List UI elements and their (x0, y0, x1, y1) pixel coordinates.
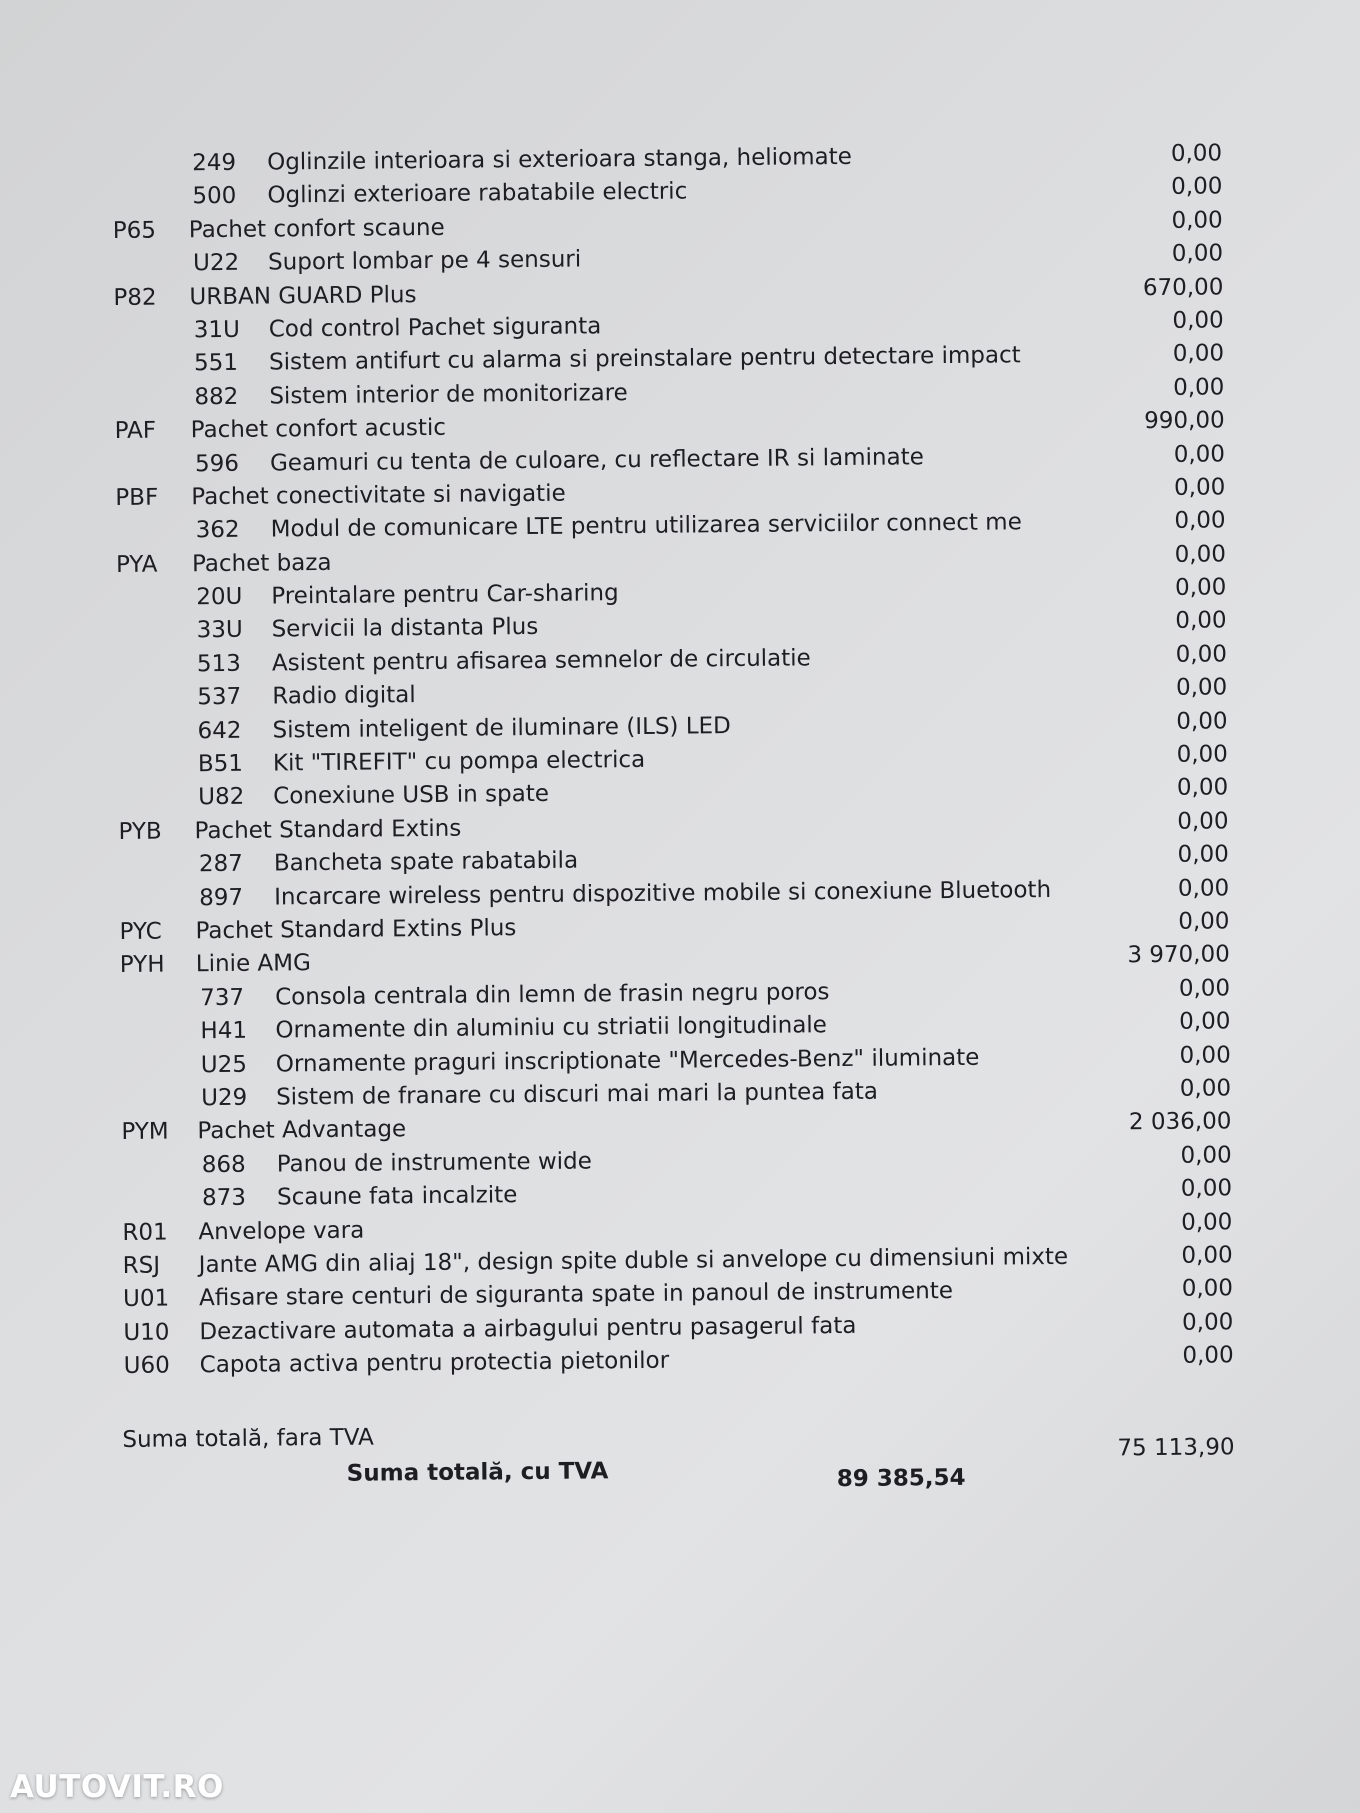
option-description: URBAN GUARD Plus (189, 281, 417, 310)
option-code: U29 (200, 1084, 248, 1112)
option-price: 2 036,00 (1128, 1108, 1232, 1136)
option-description: Panou de instrumente wide (276, 1148, 592, 1178)
totals-section (124, 1372, 1235, 1503)
option-price: 0,00 (1175, 641, 1228, 668)
option-price: 0,00 (1179, 1008, 1231, 1035)
option-price: 0,00 (1181, 1308, 1234, 1336)
option-price: 670,00 (1142, 273, 1224, 301)
option-description: Sistem interior de monitorizare (269, 379, 628, 410)
option-price: 0,00 (1177, 808, 1229, 835)
option-price: 0,00 (1182, 1342, 1234, 1369)
option-price: 0,00 (1179, 1041, 1231, 1069)
option-code: 537 (197, 684, 242, 711)
option-price: 990,00 (1144, 407, 1225, 435)
option-code: 500 (192, 183, 237, 210)
option-price: 0,00 (1173, 374, 1225, 401)
option-description: Incarcare wireless pentru dispozitive mobile si conexiune Bluetooth (274, 876, 1052, 911)
option-code: 873 (201, 1184, 247, 1212)
option-description: Ornamente din aluminiu cu striatii longitudinale (275, 1012, 828, 1044)
option-code: U22 (192, 249, 240, 277)
option-price: 0,00 (1176, 741, 1228, 768)
option-description: Modul de comunicare LTE pentru utilizarea serviciilor connect me (270, 509, 1022, 543)
option-code: 513 (196, 650, 241, 678)
option-price: 0,00 (1174, 574, 1227, 601)
option-price: 0,00 (1171, 173, 1223, 201)
package-code: RSJ (122, 1252, 161, 1279)
option-price: 0,00 (1181, 1275, 1234, 1303)
option-price: 0,00 (1181, 1208, 1233, 1236)
option-description: Asistent pentru afisarea semnelor de circulatie (271, 645, 811, 677)
option-price: 0,00 (1172, 307, 1224, 334)
option-description: Ornamente praguri inscriptionate "Mercedes-Benz" iluminate (275, 1044, 980, 1078)
option-description: Sistem de franare cu discuri mai mari la puntea fata (275, 1078, 879, 1111)
option-price: 0,00 (1176, 774, 1229, 802)
package-code: U01 (122, 1285, 170, 1313)
option-description: Scaune fata incalzite (276, 1182, 518, 1211)
option-description: Pachet Standard Extins Plus (195, 915, 517, 945)
option-description: Geamuri cu tenta de culoare, cu reflectare IR si laminate (269, 443, 924, 477)
package-code: PYB (118, 818, 162, 845)
option-description: Linie AMG (195, 950, 312, 978)
package-code: PBF (115, 484, 159, 511)
option-price: 0,00 (1180, 1175, 1233, 1202)
option-code: B51 (197, 750, 244, 778)
option-description: Suport lombar pe 4 sensuri (267, 246, 582, 276)
option-code: 249 (192, 149, 237, 177)
total-without-vat-value: 75 113,90 (1117, 1434, 1235, 1462)
option-description: Radio digital (272, 682, 416, 710)
option-description: Pachet conectivitate si navigatie (191, 480, 566, 511)
option-code: H41 (200, 1017, 248, 1045)
option-description: Cod control Pachet siguranta (268, 313, 602, 343)
option-description: Oglinzi exterioare rabatabile electric (267, 178, 688, 209)
option-price: 0,00 (1174, 541, 1227, 568)
option-code: 33U (196, 617, 243, 644)
option-price: 0,00 (1173, 474, 1226, 501)
option-description: Consola centrala din lemn de frasin negru poros (275, 978, 830, 1011)
option-price: 0,00 (1178, 908, 1230, 935)
total-with-vat-label: Suma totală, cu TVA (346, 1458, 609, 1487)
option-code: 737 (200, 984, 245, 1011)
option-description: Jante AMG din aliaj 18", design spite duble si anvelope cu dimensiuni mixte (198, 1243, 1069, 1279)
package-code: U60 (123, 1352, 170, 1380)
option-description: Pachet Advantage (197, 1116, 407, 1145)
option-price: 0,00 (1175, 674, 1228, 702)
option-price: 0,00 (1180, 1142, 1232, 1169)
option-description: Capota activa pentru protectia pietonilor (199, 1347, 670, 1379)
option-code: 596 (194, 450, 240, 477)
option-description: Pachet confort scaune (188, 214, 445, 244)
option-code: 551 (193, 350, 239, 377)
option-code: 362 (195, 517, 240, 544)
option-description: Kit "TIREFIT" cu pompa electrica (272, 746, 646, 777)
option-code: U82 (198, 784, 245, 811)
package-code: P65 (112, 217, 157, 244)
option-code: 20U (196, 583, 243, 611)
option-code: 31U (193, 316, 240, 344)
option-price: 0,00 (1173, 440, 1226, 468)
option-description: Pachet Standard Extins (194, 815, 462, 845)
option-price: 0,00 (1177, 874, 1230, 902)
total-with-vat-value: 89 385,54 (836, 1464, 966, 1493)
option-description: Conexiune USB in spate (273, 781, 550, 810)
option-description: Bancheta spate rabatabila (273, 847, 579, 877)
option-price: 0,00 (1181, 1242, 1233, 1269)
package-code: R01 (122, 1219, 168, 1246)
option-price: 0,00 (1177, 841, 1229, 869)
option-price: 0,00 (1179, 1075, 1232, 1102)
package-code: PAF (114, 417, 157, 445)
option-price: 0,00 (1171, 240, 1224, 268)
option-price: 0,00 (1171, 207, 1223, 234)
option-price: 0,00 (1176, 707, 1228, 735)
options-table (112, 137, 1234, 1383)
option-price: 3 970,00 (1127, 941, 1230, 969)
option-description: Sistem antifurt cu alarma si preinstalare pentru detectare impact (268, 342, 1021, 376)
package-code: PYC (119, 918, 162, 945)
option-code: 287 (198, 850, 243, 878)
total-without-vat-label: Suma totală, fara TVA (122, 1424, 374, 1453)
option-price: 0,00 (1170, 140, 1223, 167)
option-description: Servicii la distanta Plus (271, 614, 539, 643)
package-code: PYH (119, 951, 165, 979)
package-code: P82 (113, 284, 157, 311)
option-description: Dezactivare automata a airbagului pentru pasagerul fata (199, 1312, 857, 1345)
option-code: 882 (194, 383, 239, 410)
option-description: Preintalare pentru Car-sharing (271, 580, 619, 610)
option-price: 0,00 (1174, 507, 1226, 535)
option-price: 0,00 (1175, 607, 1227, 635)
option-description: Pachet confort acustic (190, 414, 447, 444)
option-description: Anvelope vara (198, 1217, 365, 1245)
options-price-list (112, 137, 1235, 1493)
package-code: PYM (121, 1118, 169, 1146)
option-description: Afisare stare centuri de siguranta spate in panoul de instrumente (198, 1278, 954, 1312)
option-code: 897 (199, 884, 244, 911)
option-code: 642 (197, 717, 242, 744)
option-description: Sistem inteligent de iluminare (ILS) LED (272, 712, 731, 744)
package-code: PYA (115, 551, 158, 578)
option-price: 0,00 (1172, 340, 1225, 368)
option-description: Oglinzile interioara si exterioara stanga, heliomate (267, 143, 852, 176)
package-code: U10 (123, 1319, 170, 1346)
autovit-watermark: AUTOVIT.RO (10, 1769, 224, 1805)
option-code: 868 (201, 1151, 246, 1178)
option-code: U25 (200, 1051, 248, 1078)
option-description: Pachet baza (191, 549, 332, 577)
option-price: 0,00 (1178, 975, 1231, 1002)
